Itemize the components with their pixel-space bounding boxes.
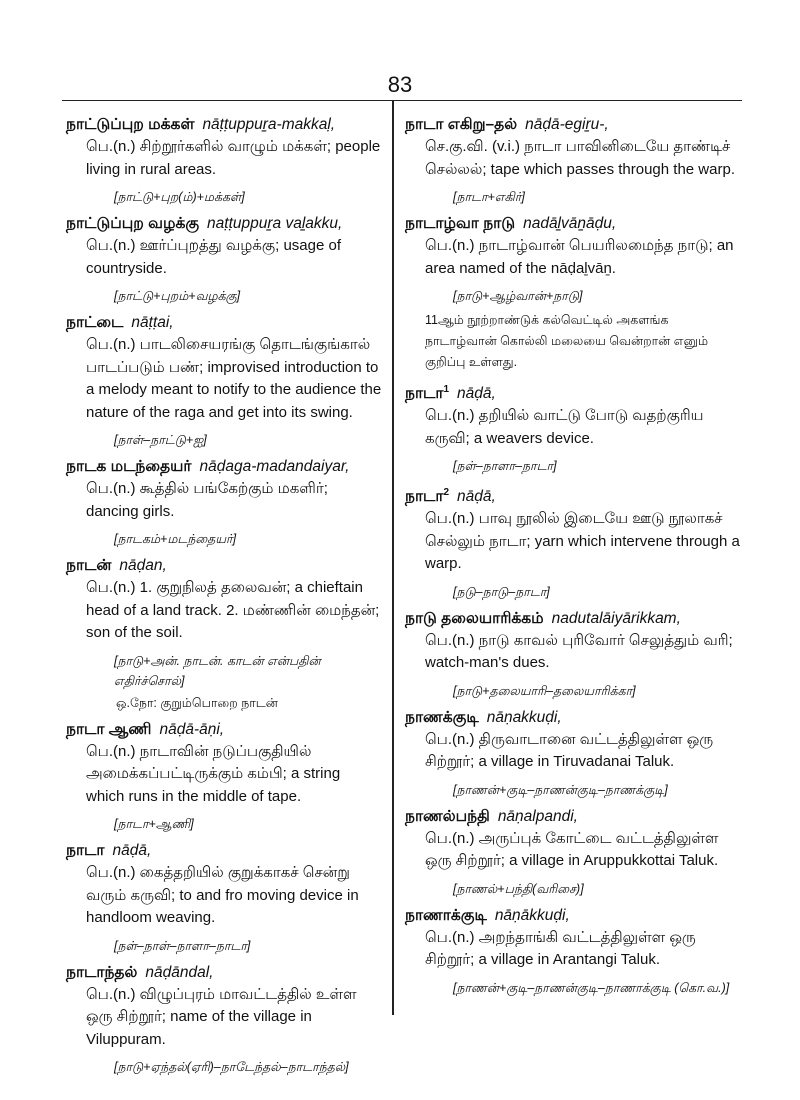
entry-head [405,608,741,630]
headword: நாணக்குடி [405,708,479,726]
headword: நாடக மடந்தையர் [66,458,192,475]
headword: நாட்டுப்புற மக்கள் [66,116,195,133]
left-column [66,114,382,1083]
headword: நாடாழ்வா நாடு [405,215,516,232]
entry-head [405,806,741,828]
headword-superscript: 1 [443,384,450,395]
headword-superscript: 2 [443,487,450,499]
column-divider [392,100,394,1015]
entry-head [405,114,741,136]
transliteration: nāḍā, [457,385,496,403]
etymology: [நாடு+ஆழ்வான்+நாடு] [453,289,583,303]
etymology: [நாள்–நாட்டு+ஐ] [114,433,207,447]
transliteration: nāḍā, [112,842,152,859]
entry-head [66,962,382,984]
transliteration: nāḍā, [457,488,496,506]
dictionary-entry [405,379,741,476]
compare-note: ஒ.நோ: குறும்பொறை நாடன் [116,695,278,710]
entry-head [66,555,382,577]
right-column [405,114,741,1004]
headword: நாடா [66,842,105,859]
transliteration: naṭṭuppuṟa vaḻakku, [207,215,343,232]
header-rule [62,100,742,101]
etymology: [நாடு+அன். நாடன். காடன் என்பதின் எதிர்ச்சொல்] [114,653,321,688]
headword: நாடன் [66,557,112,574]
etymology: [நாடு+தலையாரி–தலையாரிக்கா] [453,683,636,698]
dictionary-entry [405,482,741,602]
definition: பெ.(n.) பாவு நூலில் இடையே ஊடு நூலாகச் செல்லும் நாடா; yarn which intervene through a warp. [425,510,740,573]
definition: பெ.(n.) தறியில் வாட்டு போடு வதற்குரிய கருவி; a weavers device. [425,407,704,447]
definition: பெ.(n.) கூத்தில் பங்கேற்கும் மகளிர்; dancing girls. [86,480,328,520]
etymology: [நாட்டு+புறம்+வழக்கு] [114,289,241,303]
headword: நாட்டுப்புற வழக்கு [66,215,200,232]
transliteration: nāṇalpandi, [497,807,578,825]
dictionary-entry [66,840,382,956]
etymology: [நடு–நாடு–நாடா] [453,584,550,599]
headword: நாடா எகிறு–தல் [405,116,518,133]
headword: நாடா ஆணி [66,720,152,738]
dictionary-entry [405,213,741,373]
dictionary-entry [405,608,741,701]
etymology: [நாடா+எகிர்] [453,190,525,204]
transliteration: nāṇakkuḍi, [486,708,562,726]
transliteration: nadutalāiyārikkam, [551,609,681,627]
transliteration: nāṭṭai, [131,314,174,331]
transliteration: nāḍan, [119,557,167,574]
definition: பெ.(n.) ஊர்ப்புறத்து வழக்கு; usage of countryside. [86,237,342,277]
dictionary-entry [66,962,382,1078]
dictionary-entry [66,719,382,835]
etymology: [நாணன்+குடி–நாணன்குடி–நாணாக்குடி (கொ.வ.)] [453,980,730,995]
headword: நாடு தலையாரிக்கம் [405,609,544,627]
entry-head [405,707,741,729]
etymology: [நள்–நாளா–நாடா] [453,459,557,474]
definition: பெ.(n.) 1. குறுநிலத் தலைவன்; a chieftain head of a land track. 2. மண்ணின் மைந்தன்; son of the soil. [86,579,380,641]
transliteration: nāṭṭuppuṟa-makkaḷ, [202,116,336,133]
dictionary-entry [405,806,741,899]
definition: பெ.(n.) விழுப்புரம் மாவட்டத்தில் உள்ள ஒரு சிற்றூர்; name of the village in Viluppuram. [86,985,357,1048]
etymology: [நாணல்+பந்தி(வரிசை)] [453,881,584,896]
transliteration: nāḍāndal, [145,963,214,981]
dictionary-entry [405,905,741,998]
transliteration: nāḍā-āṇi, [159,720,225,738]
etymology: [நாணன்+குடி–நாணன்குடி–நாணக்குடி] [453,782,668,797]
etymology: [நள்–நாள்–நாளா–நாடா] [114,938,251,953]
headword: நாடா [405,488,444,506]
entry-head [405,482,741,508]
definition: பெ.(n.) பாடலிசையரங்கு தொடங்குங்கால் பாடப்படும் பண்; improvised introduction to a melody meant to notify to the audience the nature of the raga and get into its swing. [86,336,382,421]
headword: நாணாக்குடி [405,906,487,924]
definition: பெ.(n.) அறந்தாங்கி வட்டத்திலுள்ள ஒரு சிற்றூர்; a village in Arantangi Taluk. [425,928,696,969]
entry-head [66,114,382,136]
dictionary-entry [66,213,382,306]
transliteration: nāṇākkuḍi, [494,906,570,924]
headword: நாடாந்தல் [66,963,138,981]
entry-head [405,905,741,927]
dictionary-entry [405,707,741,800]
definition: பெ.(n.) நாடாவின் நடுப்பகுதியில் அமைக்கப்பட்டிருக்கும் கம்பி; a string which runs in the middle of tape. [86,742,341,805]
headword: நாடா [405,385,444,403]
definition: பெ.(n.) கைத்தறியில் குறுக்காகச் சென்று வரும் கருவி; to and fro moving device in handloom weaving. [86,864,359,926]
headword: நாணல்பந்தி [405,807,490,825]
etymology: [நாடு+ஏந்தல்(ஏரி)–நாடேந்தல்–நாடாந்தல்] [114,1060,349,1074]
etymology: [நாட்டு+புற(ம்)+மக்கள்] [114,190,245,204]
definition: பெ.(n.) நாடு காவல் புரிவோர் செலுத்தும் வரி; watch-man's dues. [425,631,733,672]
dictionary-entry [66,312,382,450]
etymology: [நாடா+ஆணி] [114,817,194,831]
dictionary-entry [66,456,382,549]
dictionary-entry [66,114,382,207]
entry-head [66,312,382,334]
headword: நாட்டை [66,314,124,331]
page-number: 83 [387,72,413,97]
transliteration: nāḍā-egiṟu-, [525,116,609,133]
definition: பெ.(n.) சிற்றூர்களில் வாழும் மக்கள்; people living in rural areas. [86,138,381,178]
transliteration: nadāḻvāṉāḍu, [523,215,617,232]
dictionary-entry [66,555,382,713]
entry-head [405,379,741,405]
entry-head [405,213,741,235]
entry-head [66,213,382,235]
entry-head [66,719,382,741]
inscription-note: 11ஆம் நூற்றாண்டுக் கல்வெட்டில் அகளங்க நாடாழ்வான் கொல்லி மலையை வென்றான் எனும் குறிப்பு உள்ளது. [425,313,709,369]
definition: பெ.(n.) திருவாடானை வட்டத்திலுள்ள ஒரு சிற்றூர்; a village in Tiruvadanai Taluk. [425,730,714,771]
transliteration: nāḍaga-madandaiyar, [199,458,350,475]
definition: பெ.(n.) அருப்புக் கோட்டை வட்டத்திலுள்ள ஒரு சிற்றூர்; a village in Aruppukkottai Taluk. [425,829,719,870]
dictionary-entry [405,114,741,207]
etymology: [நாடகம்+மடந்தையர்] [114,532,237,546]
entry-head [66,840,382,862]
definition: செ.கு.வி. (v.i.) நாடா பாவினிடையே தாண்டிச் செல்லல்; tape which passes through the warp. [425,138,735,178]
entry-head [66,456,382,478]
definition: பெ.(n.) நாடாழ்வான் பெயரிலமைந்த நாடு; an area named of the nāḍaḻvāṉ. [425,237,734,277]
